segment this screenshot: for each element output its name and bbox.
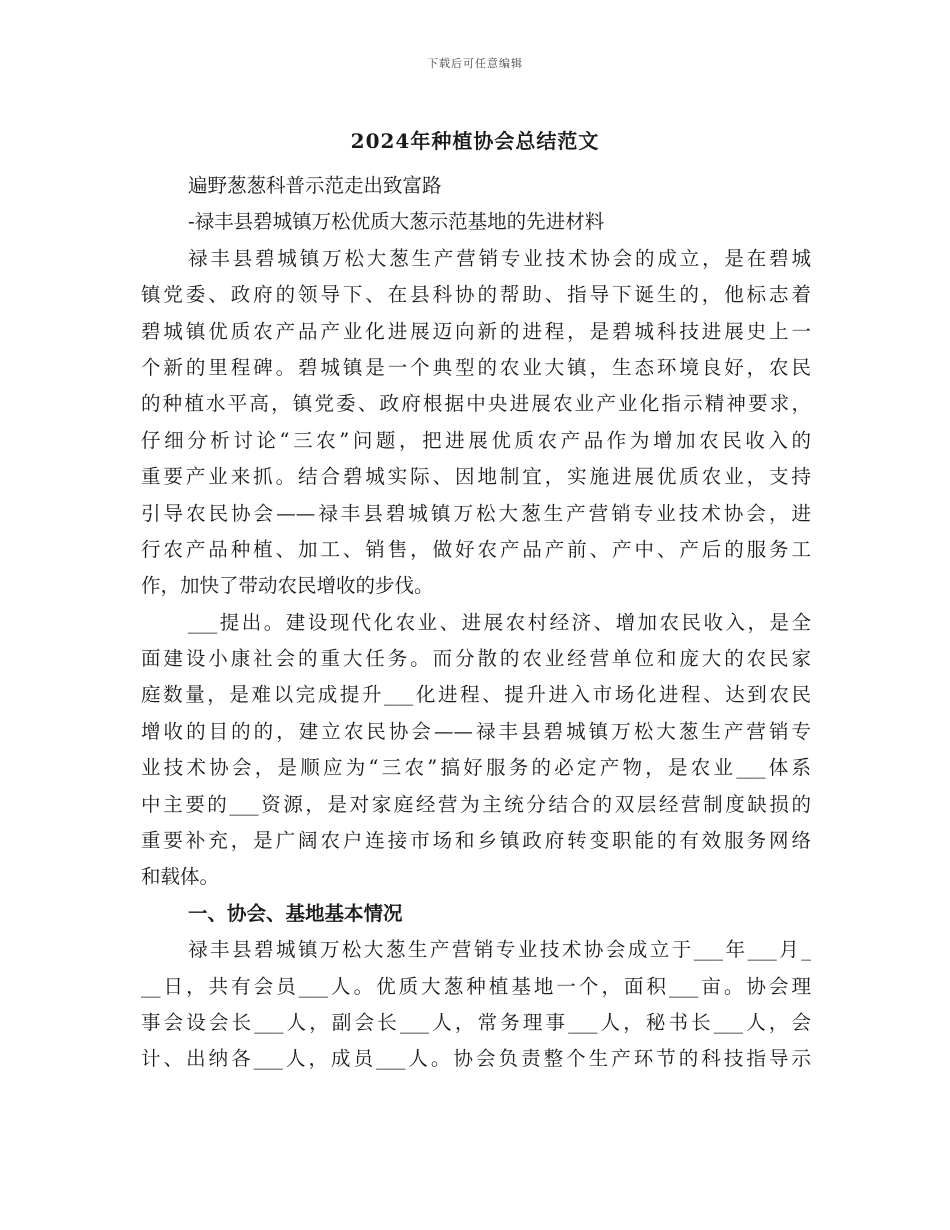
paragraph-line: 作，加快了带动农民增收的步伐。: [141, 574, 434, 598]
document-body: [141, 168, 811, 1078]
paragraph-line: 个新的里程碑。碧城镇是一个典型的农业大镇，生态环境良好，农民: [141, 355, 811, 379]
paragraph-line: 庭数量，是难以完成提升___化进程、提升进入市场化进程、达到农民: [141, 683, 811, 707]
subtitle-line: 遍野葱葱科普示范走出致富路: [188, 174, 442, 197]
page-header-note: 下载后可任意编辑: [427, 57, 523, 70]
section-heading: 一、协会、基地基本情况: [188, 901, 403, 925]
paragraph-line: 禄丰县碧城镇万松大葱生产营销专业技术协会的成立，是在碧城: [188, 246, 811, 270]
paragraph-line: 计、出纳各___人，成员___人。协会负责整个生产环节的科技指导示: [141, 1047, 811, 1071]
paragraph-line: 重要产业来抓。结合碧城实际、因地制宜，实施进展优质农业，支持: [141, 465, 811, 489]
paragraph-line: 中主要的___资源，是对家庭经营为主统分结合的双层经营制度缺损的: [141, 792, 811, 816]
paragraph-line: ___提出。建设现代化农业、进展农村经济、增加农民收入，是全: [188, 610, 811, 634]
document-title: 2024年种植协会总结范文: [350, 129, 600, 153]
subtitle-line: -禄丰县碧城镇万松优质大葱示范基地的先进材料: [188, 210, 605, 234]
paragraph-line: 仔细分析讨论“三农”问题，把进展优质农产品作为增加农民收入的: [141, 428, 811, 452]
paragraph-line: 镇党委、政府的领导下、在县科协的帮助、指导下诞生的，他标志着: [141, 283, 811, 307]
paragraph-line: 引导农民协会——禄丰县碧城镇万松大葱生产营销专业技术协会，进: [141, 501, 811, 525]
paragraph-line: 事会设会长___人，副会长___人，常务理事___人，秘书长___人，会: [141, 1010, 811, 1034]
paragraph-line: 的种植水平高，镇党委、政府根据中央进展农业产业化指示精神要求，: [141, 392, 811, 416]
paragraph-line: 行农产品种植、加工、销售，做好农产品产前、产中、产后的服务工: [141, 537, 811, 561]
paragraph-line: 业技术协会，是顺应为“三农”搞好服务的必定产物，是农业___体系: [141, 756, 811, 780]
paragraph-line: __日，共有会员___人。优质大葱种植基地一个，面积___亩。协会理: [141, 974, 811, 998]
paragraph-line: 面建设小康社会的重大任务。而分散的农业经营单位和庞大的农民家: [141, 647, 811, 671]
paragraph-line: 重要补充，是广阔农户连接市场和乡镇政府转变职能的有效服务网络: [141, 829, 811, 853]
paragraph-line: 碧城镇优质农产品产业化进展迈向新的进程，是碧城科技进展史上一: [141, 319, 811, 343]
paragraph-line: 增收的目的的，建立农民协会——禄丰县碧城镇万松大葱生产营销专: [141, 719, 811, 743]
paragraph-line: 和载体。: [141, 865, 220, 889]
paragraph-line: 禄丰县碧城镇万松大葱生产营销专业技术协会成立于___年___月_: [188, 938, 811, 962]
